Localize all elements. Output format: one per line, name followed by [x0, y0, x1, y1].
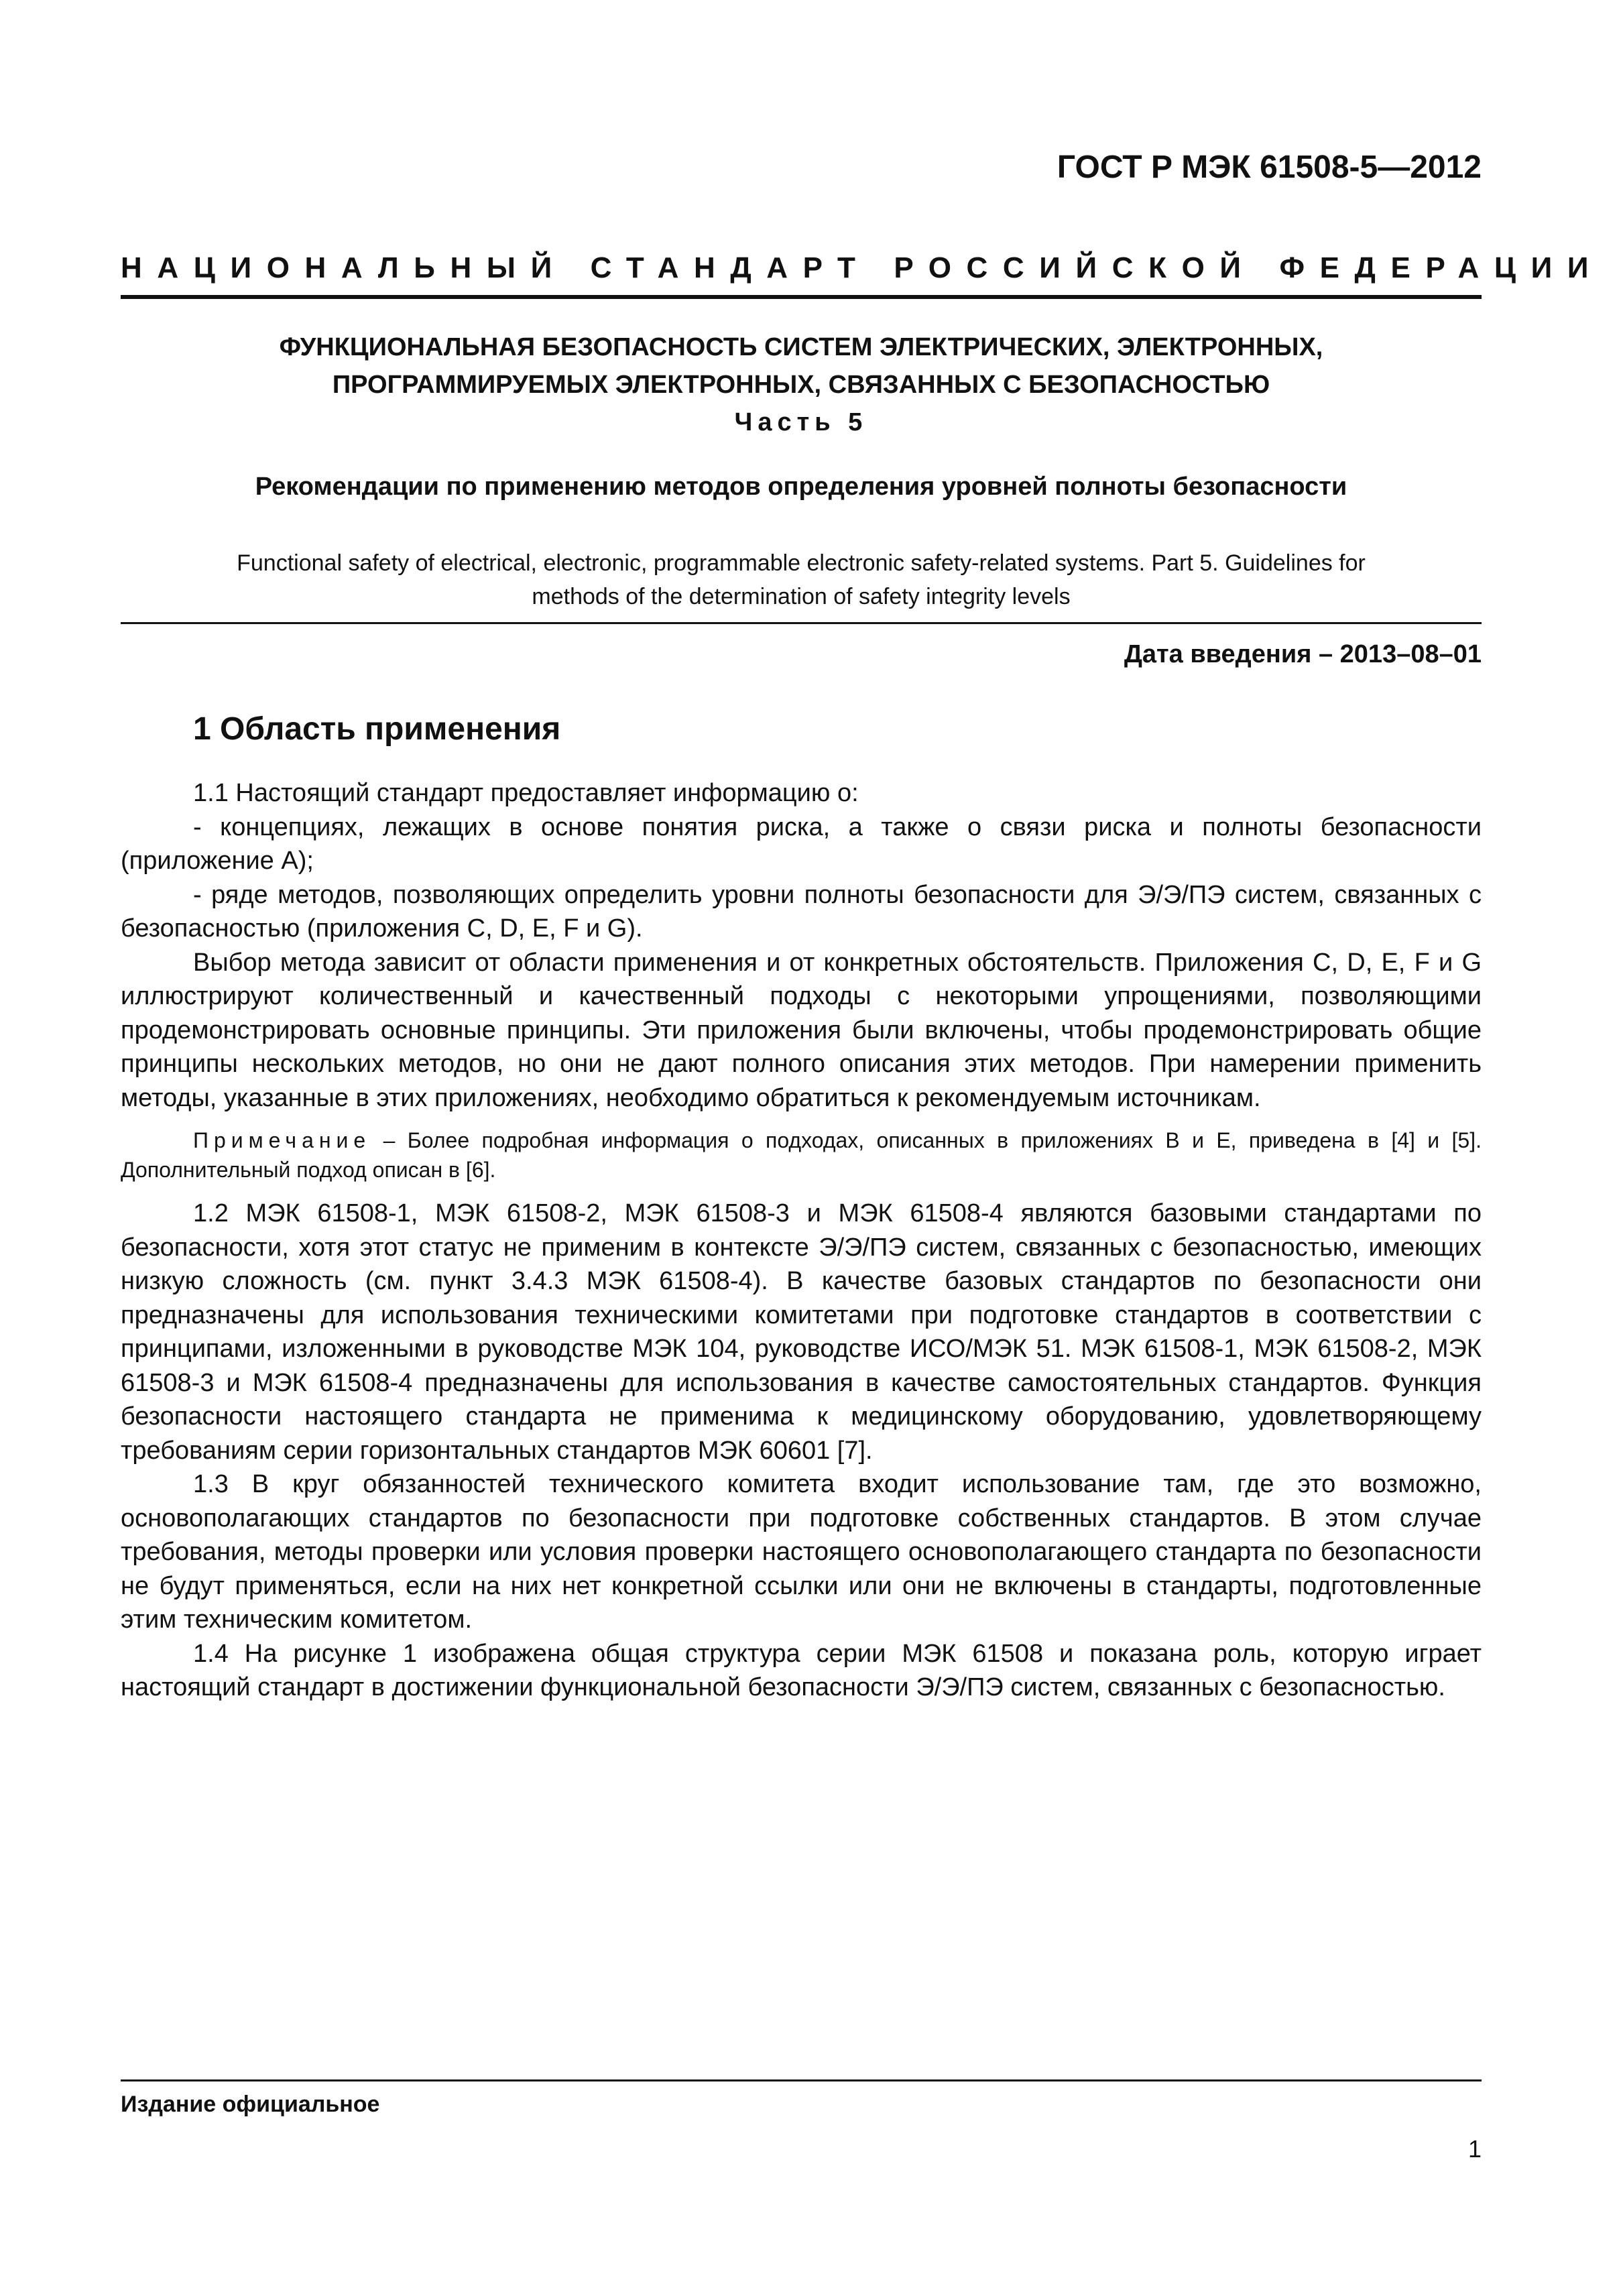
title-line-1: ФУНКЦИОНАЛЬНАЯ БЕЗОПАСНОСТЬ СИСТЕМ ЭЛЕКТРИЧЕСКИХ, ЭЛЕКТРОННЫХ, — [279, 333, 1323, 361]
paragraph-1-1-item-b: - ряде методов, позволяющих определить уровни полноты безопасности для Э/Э/ПЭ систем, связанных с безопасностью (приложения С, D, Е, F и G). — [121, 880, 1482, 943]
edition-label: Издание официальное — [121, 2092, 380, 2117]
introduction-date: Дата введения – 2013–08–01 — [1124, 640, 1482, 668]
note-text: – Более подробная информация о подходах, описанных в приложениях В и Е, приведена в [4] и [5]. Дополнительный подход описан в [6]. — [121, 1128, 1482, 1182]
note — [121, 1126, 1482, 1185]
english-title — [121, 546, 1482, 613]
title-rule — [121, 622, 1482, 624]
section-body — [121, 776, 1482, 1705]
page-number: 1 — [1467, 2135, 1482, 2163]
document-title — [121, 328, 1482, 441]
title-part: Часть 5 — [734, 408, 868, 436]
paragraph-1-3: 1.3 В круг обязанностей технического комитета входит использование там, где это возможно, основополагающих стандартов по безопасности при подготовке собственных стандартов. В этом случае требования, методы проверки или условия проверки настоящего основополагающего стандарта по безопасности не будут применяться, если на них нет конкретной ссылки или они не включены в стандарты, подготовленные этим техническим комитетом. — [121, 1470, 1482, 1634]
paragraph-1-2: 1.2 МЭК 61508-1, МЭК 61508-2, МЭК 61508-3 и МЭК 61508-4 являются базовыми стандартами по безопасности, хотя этот статус не применим в контексте Э/Э/ПЭ систем, связанных с безопасностью, имеющих низкую сложность (см. пункт 3.4.3 МЭК 61508-4). В качестве базовых стандартов по безопасности они предназначены для использования техническими комитетами при подготовке стандартов в соответствии с принципами, изложенными в руководстве МЭК 104, руководстве ИСО/МЭК 51. МЭК 61508-1, МЭК 61508-2, МЭК 61508-3 и МЭК 61508-4 предназначены для использования в качестве самостоятельных стандартов. Функция безопасности настоящего стандарта не применима к медицинскому оборудованию, удовлетворяющему требованиям серии горизонтальных стандартов МЭК 60601 [7]. — [121, 1199, 1482, 1465]
standard-code: ГОСТ Р МЭК 61508-5—2012 — [1057, 149, 1482, 185]
section-heading: 1 Область применения — [193, 711, 561, 747]
paragraph-1-1-item-a: - концепциях, лежащих в основе понятия риска, а также о связи риска и полноты безопасности (приложение А); — [121, 812, 1482, 875]
note-label: Примечание — [193, 1128, 371, 1152]
national-standard-heading: НАЦИОНАЛЬНЫЙ СТАНДАРТ РОССИЙСКОЙ ФЕДЕРАЦИИ — [121, 251, 1604, 284]
title-line-2: ПРОГРАММИРУЕМЫХ ЭЛЕКТРОННЫХ, СВЯЗАННЫХ С БЕЗОПАСНОСТЬЮ — [332, 371, 1270, 399]
footer-rule — [121, 2079, 1482, 2081]
paragraph-1-1-method: Выбор метода зависит от области применения и от конкретных обстоятельств. Приложения С, D, Е, F и G иллюстрируют количественный и качественный подходы с некоторыми упрощениями, позволяющими продемонстрировать основные принципы. Эти приложения были включены, чтобы продемонстрировать общие принципы нескольких методов, но они не дают полного описания этих методов. При намерении применить методы, указанные в этих приложениях, необходимо обратиться к рекомендуемым источникам. — [121, 948, 1482, 1112]
paragraph-1-1: 1.1 Настоящий стандарт предоставляет информацию о: — [193, 779, 859, 807]
english-title-line-2: methods of the determination of safety integrity levels — [532, 584, 1071, 609]
header-rule — [121, 295, 1482, 299]
english-title-line-1: Functional safety of electrical, electronic, programmable electronic safety-related systems. Part 5. Guidelines for — [237, 550, 1366, 576]
paragraph-1-4: 1.4 На рисунке 1 изображена общая структура серии МЭК 61508 и показана роль, которую играет настоящий стандарт в достижении функциональной безопасности Э/Э/ПЭ систем, связанных с безопасностью. — [121, 1639, 1482, 1701]
document-subtitle: Рекомендации по применению методов определения уровней полноты безопасности — [255, 473, 1347, 501]
